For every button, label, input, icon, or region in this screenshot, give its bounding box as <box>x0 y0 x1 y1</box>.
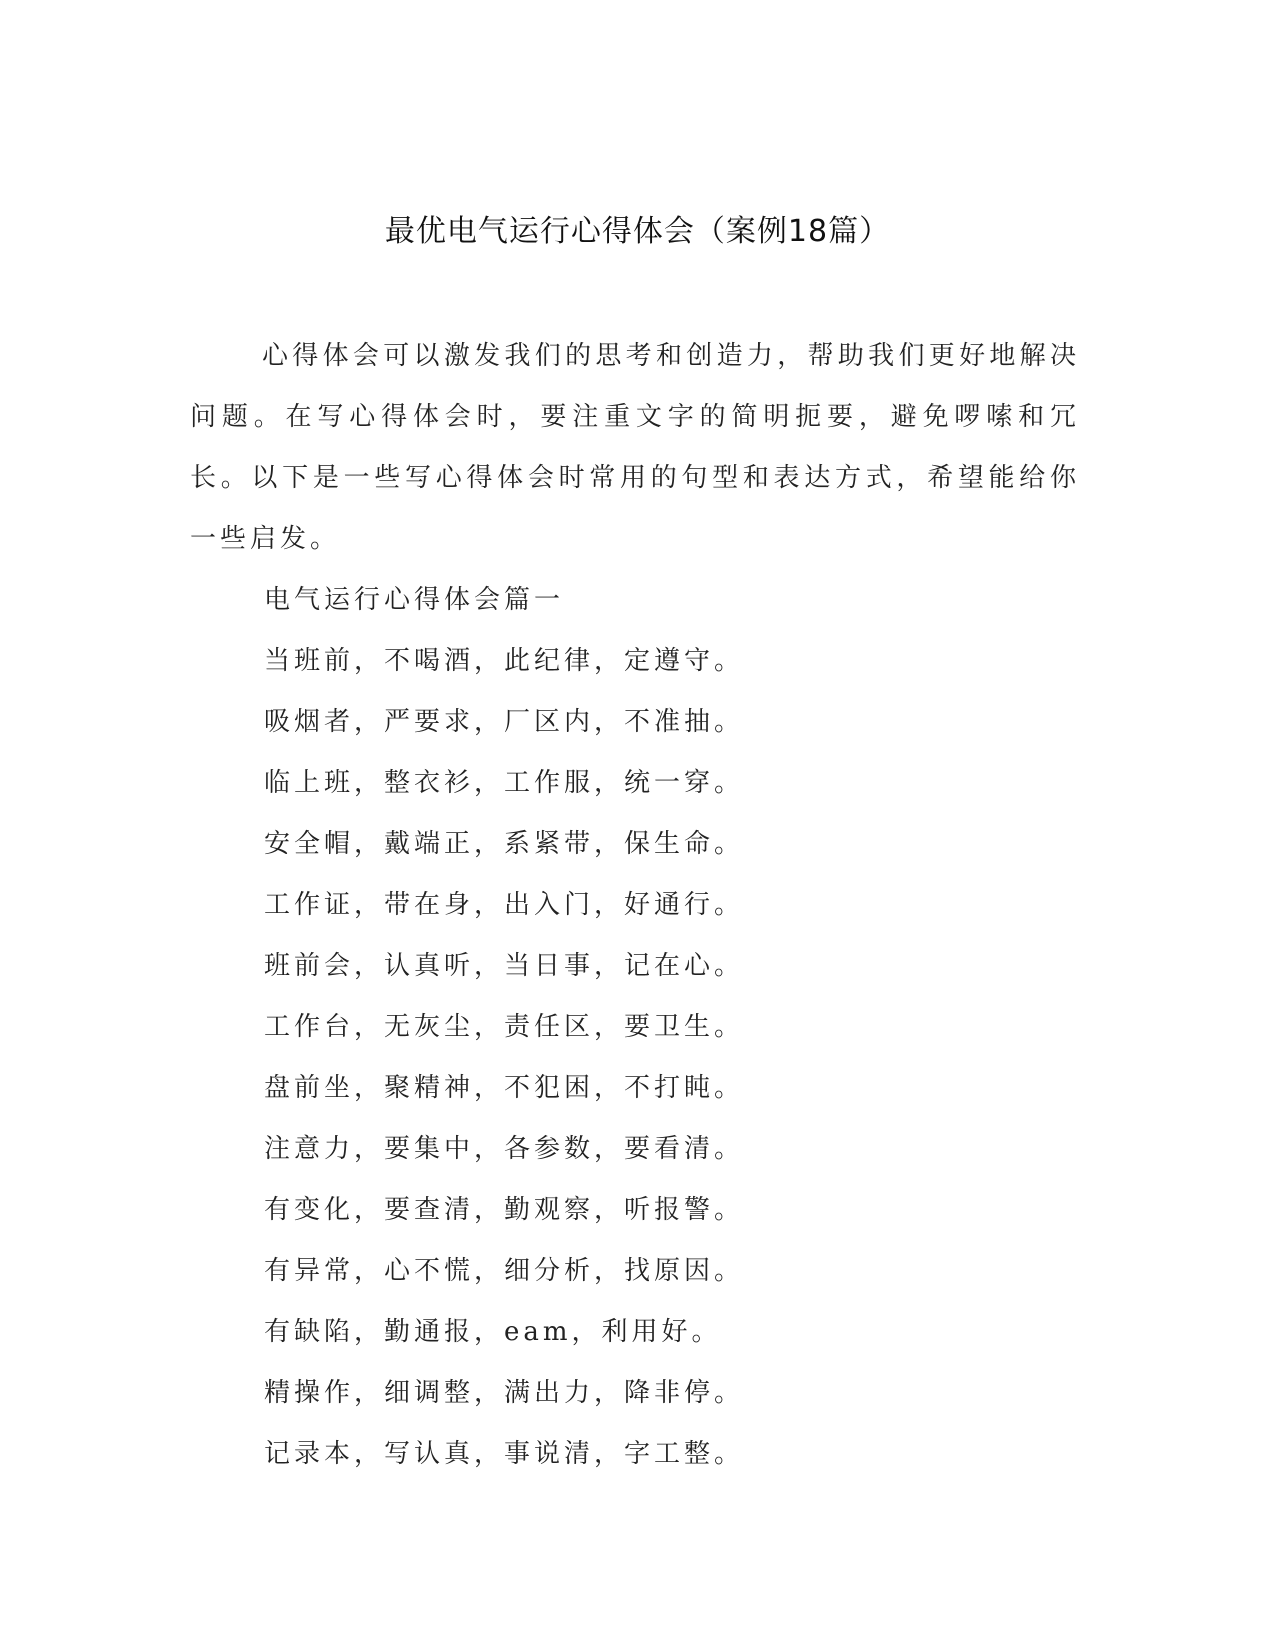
verse-line: 班前会，认真听，当日事，记在心。 <box>264 951 745 981</box>
verse-line: 工作台，无灰尘，责任区，要卫生。 <box>264 1012 745 1042</box>
verse-line: 记录本，写认真，事说清，字工整。 <box>264 1439 745 1469</box>
verse-line: 安全帽，戴端正，系紧带，保生命。 <box>264 829 745 859</box>
verse-line: 工作证，带在身，出入门，好通行。 <box>264 890 745 920</box>
document-title: 最优电气运行心得体会（案例18篇） <box>384 214 891 249</box>
verse-line: 有变化，要查清，勤观察，听报警。 <box>264 1195 745 1225</box>
section-heading: 电气运行心得体会篇一 <box>264 585 565 615</box>
verse-line: 精操作，细调整，满出力，降非停。 <box>264 1378 745 1408</box>
verse-line: 盘前坐，聚精神，不犯困，不打盹。 <box>264 1073 745 1103</box>
verse-line: 注意力，要集中，各参数，要看清。 <box>264 1134 745 1164</box>
verse-line: 临上班，整衣衫，工作服，统一穿。 <box>264 768 745 798</box>
verse-line: 有异常，心不慌，细分析，找原因。 <box>264 1256 745 1286</box>
verse-line: 吸烟者，严要求，厂区内，不准抽。 <box>264 707 745 737</box>
verse-line: 当班前，不喝酒，此纪律，定遵守。 <box>264 646 745 676</box>
verse-list <box>264 570 1064 1485</box>
verse-line: 有缺陷，勤通报，eam，利用好。 <box>264 1317 722 1347</box>
intro-paragraph: 心得体会可以激发我们的思考和创造力，帮助我们更好地解决问题。在写心得体会时，要注重文字的简明扼要，避免啰嗦和冗长。以下是一些写心得体会时常用的句型和表达方式，希望能给你一些启发。 <box>190 341 1080 554</box>
